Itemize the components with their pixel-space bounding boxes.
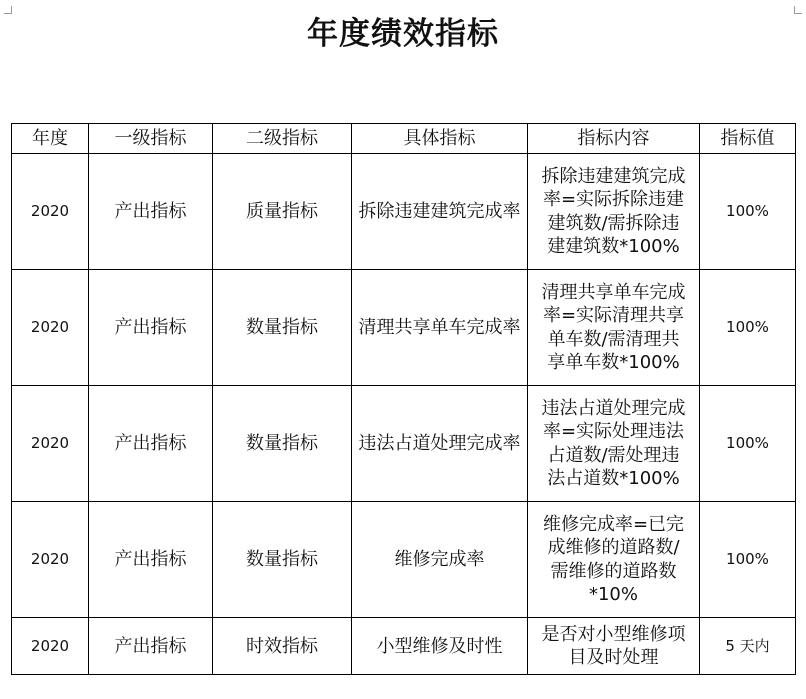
cell-line: 率 — [502, 317, 521, 338]
cell-line: 单车数/需清理共 — [547, 328, 680, 350]
header-content: 指标内容 — [528, 124, 700, 154]
cell-line: 率=实际清理共享 — [542, 305, 685, 326]
cell-line: 率 — [502, 433, 521, 454]
cell-year: 2020 — [12, 386, 89, 502]
cell-line: 建建筑数*100% — [547, 236, 680, 257]
cell-year: 2020 — [12, 270, 89, 386]
cell-line: 目及时处理 — [568, 647, 659, 668]
header-specific: 具体指标 — [352, 124, 528, 154]
table-row — [12, 502, 796, 618]
cell-year: 2020 — [12, 618, 89, 675]
cell-line: *10% — [588, 584, 638, 605]
kpi-table — [11, 123, 796, 675]
cell-specific — [352, 502, 528, 618]
cell-line: 小型维修及时性 — [376, 635, 503, 657]
cell-specific — [352, 386, 528, 502]
cell-content — [528, 270, 700, 386]
cell-line: 清理共享单车完成 — [358, 317, 503, 338]
cell-level1: 产出指标 — [89, 270, 213, 386]
cell-value: 100% — [700, 386, 796, 502]
header-value: 指标值 — [700, 124, 796, 154]
cell-line: 率=实际拆除违建 — [542, 189, 685, 210]
cell-level2: 数量指标 — [213, 270, 352, 386]
cell-line: 需维修的道路数 — [550, 560, 677, 582]
cell-specific — [352, 270, 528, 386]
cell-level2: 数量指标 — [213, 502, 352, 618]
cell-line: 违法占道处理完成 — [541, 397, 686, 419]
cell-value: 100% — [700, 154, 796, 270]
header-level2: 二级指标 — [213, 124, 352, 154]
cell-content — [528, 386, 700, 502]
cell-line: 法占道数*100% — [547, 468, 680, 489]
cell-content — [528, 154, 700, 270]
cell-line: 成维修的道路数/ — [547, 537, 680, 558]
cell-line: 率 — [502, 201, 521, 222]
cell-line: 拆除违建建筑完成 — [358, 201, 503, 222]
cell-content — [528, 502, 700, 618]
cell-level1: 产出指标 — [89, 502, 213, 618]
document-title: 年度绩效指标 — [307, 16, 499, 52]
table-row — [12, 154, 796, 270]
cell-value: 100% — [700, 502, 796, 618]
table-row — [12, 270, 796, 386]
cell-line: 拆除违建建筑完成 — [541, 165, 686, 187]
cell-level2: 质量指标 — [213, 154, 352, 270]
cell-line: 是否对小型维修项 — [541, 623, 686, 645]
cell-line: 违法占道处理完成 — [358, 433, 503, 454]
cell-level1: 产出指标 — [89, 618, 213, 675]
table-header-row — [12, 124, 796, 154]
cell-level1: 产出指标 — [89, 386, 213, 502]
cell-year: 2020 — [12, 502, 89, 618]
cell-value: 100% — [700, 270, 796, 386]
cell-content — [528, 618, 700, 675]
cell-line: 维修完成率 — [394, 549, 485, 570]
cell-year: 2020 — [12, 154, 89, 270]
cell-line: 占道数/需处理违 — [547, 444, 680, 466]
cell-line: 享单车数*100% — [547, 352, 680, 373]
cell-level1: 产出指标 — [89, 154, 213, 270]
cell-level2: 时效指标 — [213, 618, 352, 675]
table-row — [12, 618, 796, 675]
cell-value: 5 天内 — [700, 618, 796, 675]
cell-specific — [352, 618, 528, 675]
cell-specific — [352, 154, 528, 270]
cell-line: 清理共享单车完成 — [541, 281, 686, 303]
table-row — [12, 386, 796, 502]
header-year: 年度 — [12, 124, 89, 154]
cell-line: 维修完成率=已完 — [542, 513, 685, 535]
cell-line: 建筑数/需拆除违 — [547, 212, 680, 234]
cell-level2: 数量指标 — [213, 386, 352, 502]
header-level1: 一级指标 — [89, 124, 213, 154]
cell-line: 率=实际处理违法 — [542, 421, 685, 442]
